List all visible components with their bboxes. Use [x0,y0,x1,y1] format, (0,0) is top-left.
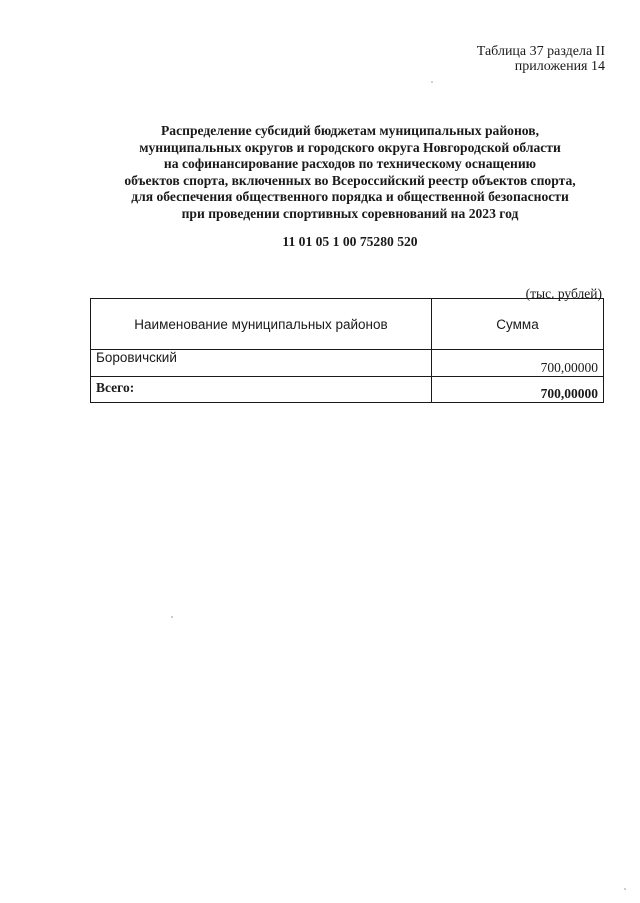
document-title [60,123,640,222]
scan-speck [624,888,626,890]
amount-cell: 700,00000 [432,350,604,377]
title-line: Распределение субсидий бюджетам муниципальных районов, [160,123,540,138]
table-reference-line-2: приложения 14 [514,59,605,74]
scan-speck [431,81,433,83]
table-total-row [91,377,604,403]
budget-classification-code: 11 01 05 1 00 75280 520 [282,234,418,249]
title-line: муниципальных округов и городского округа Новгородской области [139,139,561,155]
column-header-district: Наименование муниципальных районов [91,299,432,350]
district-name-cell: Боровичский [91,350,432,377]
total-label-cell: Всего: [91,377,432,403]
table-reference-line-1: Таблица 37 раздела II [476,44,605,59]
table-reference [477,44,605,74]
subsidy-distribution-table [90,298,604,403]
total-amount-cell: 700,00000 [432,377,604,403]
scan-speck [171,616,173,618]
title-line: при проведении спортивных соревнований на 2023 год [181,205,519,221]
table-row [91,350,604,377]
title-line: на софинансирование расходов по техническому оснащению [163,156,537,171]
units-label: (тыс. рублей) [525,286,602,301]
column-header-amount: Сумма [432,299,604,350]
table-header-row [91,299,604,350]
title-line: объектов спорта, включенных во Всероссийский реестр объектов спорта, [124,172,576,188]
title-line: для обеспечения общественного порядка и общественной безопасности [131,189,569,204]
